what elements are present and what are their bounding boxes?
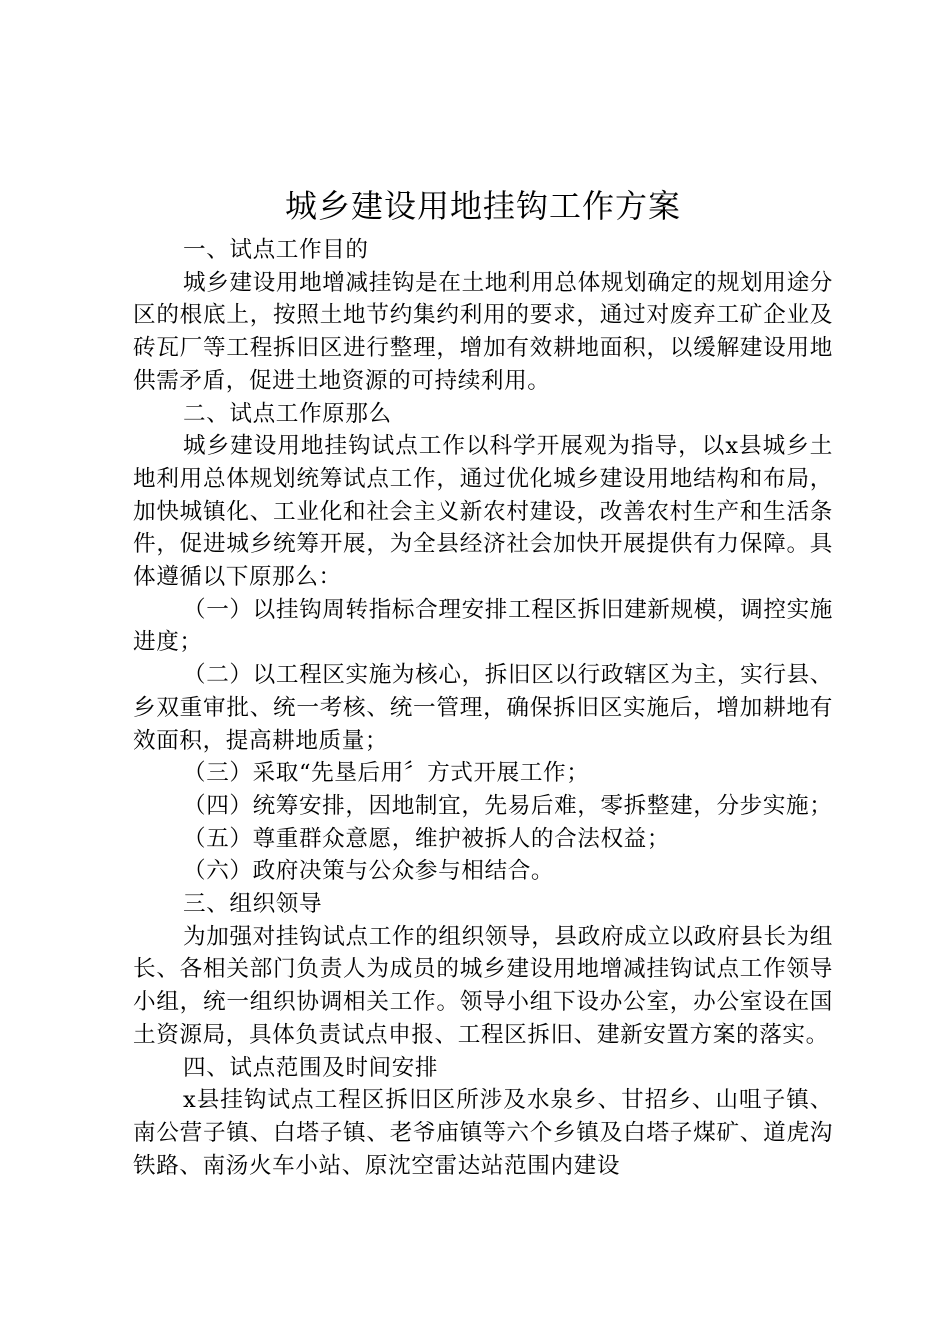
principle-item-3: （三）采取“先垦后用〞方式开展工作； [183,760,590,787]
section-heading-scope: 四、试点范围及时间安排 [183,1054,439,1081]
section-heading-organization: 三、组织领导 [183,891,323,918]
section-heading-purpose: 一、试点工作目的 [183,237,369,263]
principle-item-4: （四）统筹安排，因地制宜，先易后难，零拆整建，分步实施； [183,792,833,819]
section-heading-principles: 二、试点工作原那么 [183,400,392,427]
principle-item-1: （一）以挂钩周转指标合理安排工程区拆旧建新规模，调控实施进度； [133,596,833,656]
paragraph-scope: x县挂钩试点工程区拆旧区所涉及水泉乡、甘招乡、山咀子镇、南公营子镇、白塔子镇、老爷庙镇等六个乡镇及白塔子煤矿、道虎沟铁路、南汤火车小站、原沈空雷达站范围内建设 [133,1087,833,1179]
document-page [133,180,833,1182]
principle-item-2: （二）以工程区实施为核心，拆旧区以行政辖区为主，实行县、乡双重审批、统一考核、统一管理，确保拆旧区实施后，增加耕地有效面积，提高耕地质量； [133,662,833,754]
document-title: 城乡建设用地挂钩工作方案 [284,187,681,225]
paragraph-organization: 为加强对挂钩试点工作的组织领导，县政府成立以政府县长为组长、各相关部门负责人为成员的城乡建设用地增减挂钩试点工作领导小组，统一组织协调相关工作。领导小组下设办公室，办公室设在国土资源局，具体负责试点申报、工程区拆旧、建新安置方案的落实。 [133,923,833,1048]
principle-item-6: （六）政府决策与公众参与相结合。 [183,858,555,885]
paragraph-purpose: 城乡建设用地增减挂钩是在土地利用总体规划确定的规划用途分区的根底上，按照土地节约集约利用的要求，通过对废弃工矿企业及砖瓦厂等工程拆旧区进行整理，增加有效耕地面积，以缓解建设用地供需矛盾，促进土地资源的可持续利用。 [133,269,833,394]
principle-item-5: （五）尊重群众意愿，维护被拆人的合法权益； [183,825,671,852]
paragraph-principles: 城乡建设用地挂钩试点工作以科学开展观为指导，以x县城乡土地利用总体规划统筹试点工作，通过优化城乡建设用地结构和布局，加快城镇化、工业化和社会主义新农村建设，改善农村生产和生活条件，促进城乡统筹开展，为全县经济社会加快开展提供有力保障。具体遵循以下原那么： [133,433,833,591]
